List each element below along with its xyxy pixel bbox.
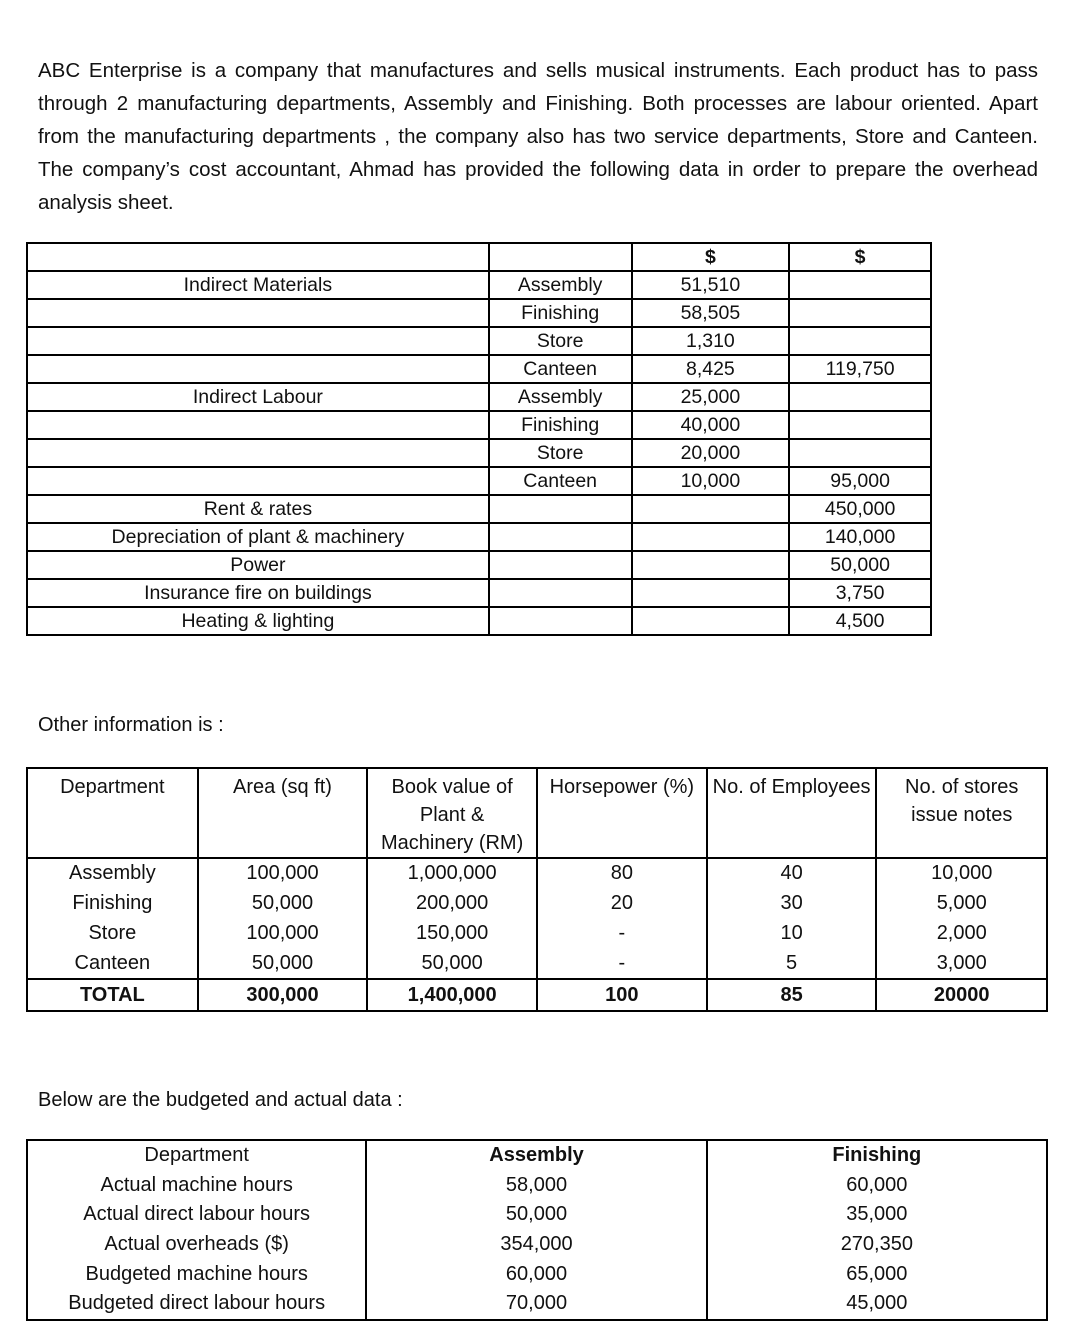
currency-header: $ xyxy=(632,243,790,271)
table-cell: Assembly xyxy=(27,858,198,889)
column-header: Department xyxy=(27,768,198,858)
table-cell: 5 xyxy=(707,948,877,979)
overhead-amount: 10,000 xyxy=(632,467,790,495)
overhead-amount xyxy=(632,523,790,551)
overhead-row xyxy=(27,607,931,635)
budget-cell: 35,000 xyxy=(707,1200,1047,1230)
budget-row xyxy=(27,1289,1047,1320)
column-header: No. of stores issue notes xyxy=(876,768,1047,858)
budget-cell: 65,000 xyxy=(707,1259,1047,1289)
table-cell: 40 xyxy=(707,858,877,889)
table-cell: 10,000 xyxy=(876,858,1047,889)
overhead-row xyxy=(27,467,931,495)
budget-row xyxy=(27,1171,1047,1201)
budget-cell: 60,000 xyxy=(707,1171,1047,1201)
table-cell: Store xyxy=(27,919,198,949)
total-cell: 85 xyxy=(707,979,877,1011)
table-row xyxy=(27,948,1047,979)
table-cell: - xyxy=(537,919,707,949)
overhead-item xyxy=(27,355,489,383)
total-cell: 100 xyxy=(537,979,707,1011)
overhead-dept xyxy=(489,579,632,607)
overhead-dept: Store xyxy=(489,327,632,355)
overhead-row xyxy=(27,299,931,327)
overhead-total: 50,000 xyxy=(789,551,931,579)
other-info-table xyxy=(26,767,1048,1012)
table-cell: 10 xyxy=(707,919,877,949)
overhead-item xyxy=(27,299,489,327)
overhead-dept xyxy=(489,495,632,523)
table-cell: 100,000 xyxy=(198,919,368,949)
table-row xyxy=(27,858,1047,889)
overhead-row xyxy=(27,579,931,607)
currency-header: $ xyxy=(789,243,931,271)
table-row xyxy=(27,919,1047,949)
budget-table xyxy=(26,1139,1048,1321)
table-cell: 200,000 xyxy=(367,889,537,919)
overhead-row xyxy=(27,271,931,299)
overhead-row xyxy=(27,383,931,411)
overhead-dept: Assembly xyxy=(489,271,632,299)
budget-cell: Actual direct labour hours xyxy=(27,1200,366,1230)
column-header: Horsepower (%) xyxy=(537,768,707,858)
budget-header-row xyxy=(27,1140,1047,1171)
total-cell: TOTAL xyxy=(27,979,198,1011)
table-cell: 100,000 xyxy=(198,858,368,889)
overhead-dept: Assembly xyxy=(489,383,632,411)
budget-cell: Budgeted direct labour hours xyxy=(27,1289,366,1320)
budget-cell: 50,000 xyxy=(366,1200,706,1230)
overhead-row xyxy=(27,327,931,355)
overhead-item xyxy=(27,243,489,271)
overhead-dept: Finishing xyxy=(489,411,632,439)
budget-header: Assembly xyxy=(366,1140,706,1171)
overhead-row xyxy=(27,495,931,523)
budget-header: Department xyxy=(27,1140,366,1171)
budget-cell: 354,000 xyxy=(366,1230,706,1260)
table-cell: 150,000 xyxy=(367,919,537,949)
overhead-row xyxy=(27,411,931,439)
overhead-amount: 51,510 xyxy=(632,271,790,299)
overhead-total xyxy=(789,411,931,439)
column-header: Area (sq ft) xyxy=(198,768,368,858)
table-cell: Canteen xyxy=(27,948,198,979)
table-cell: 50,000 xyxy=(198,889,368,919)
table-cell: 50,000 xyxy=(198,948,368,979)
budget-cell: 270,350 xyxy=(707,1230,1047,1260)
overhead-total: 3,750 xyxy=(789,579,931,607)
overhead-amount: 58,505 xyxy=(632,299,790,327)
overhead-item xyxy=(27,439,489,467)
overhead-dept xyxy=(489,243,632,271)
overhead-amount: 25,000 xyxy=(632,383,790,411)
overhead-item xyxy=(27,467,489,495)
table-cell: 30 xyxy=(707,889,877,919)
overhead-row xyxy=(27,439,931,467)
overhead-dept: Store xyxy=(489,439,632,467)
overhead-item: Indirect Labour xyxy=(27,383,489,411)
budget-label: Below are the budgeted and actual data : xyxy=(38,1089,403,1111)
column-header: No. of Employees xyxy=(707,768,877,858)
overhead-total xyxy=(789,299,931,327)
overhead-amount: 8,425 xyxy=(632,355,790,383)
overhead-amount xyxy=(632,495,790,523)
overhead-item: Indirect Materials xyxy=(27,271,489,299)
overhead-item: Rent & rates xyxy=(27,495,489,523)
table-cell: 1,000,000 xyxy=(367,858,537,889)
overhead-row xyxy=(27,523,931,551)
overhead-total xyxy=(789,383,931,411)
total-cell: 300,000 xyxy=(198,979,368,1011)
budget-cell: 60,000 xyxy=(366,1259,706,1289)
budget-cell: 45,000 xyxy=(707,1289,1047,1320)
total-row xyxy=(27,979,1047,1011)
overhead-item: Heating & lighting xyxy=(27,607,489,635)
overhead-total: 4,500 xyxy=(789,607,931,635)
overhead-dept: Finishing xyxy=(489,299,632,327)
column-header: Book value of Plant & Machinery (RM) xyxy=(367,768,537,858)
budget-cell: Budgeted machine hours xyxy=(27,1259,366,1289)
budget-row xyxy=(27,1230,1047,1260)
budget-cell: 58,000 xyxy=(366,1171,706,1201)
overhead-item: Power xyxy=(27,551,489,579)
overhead-total: 450,000 xyxy=(789,495,931,523)
table-cell: 80 xyxy=(537,858,707,889)
budget-row xyxy=(27,1259,1047,1289)
table-cell: 3,000 xyxy=(876,948,1047,979)
overhead-total: 95,000 xyxy=(789,467,931,495)
budget-header: Finishing xyxy=(707,1140,1047,1171)
overhead-item: Insurance fire on buildings xyxy=(27,579,489,607)
overhead-total xyxy=(789,327,931,355)
overhead-item xyxy=(27,327,489,355)
overhead-amount: 40,000 xyxy=(632,411,790,439)
overhead-dept xyxy=(489,523,632,551)
overhead-row xyxy=(27,551,931,579)
overhead-item: Depreciation of plant & machinery xyxy=(27,523,489,551)
overhead-total: 140,000 xyxy=(789,523,931,551)
table-cell: - xyxy=(537,948,707,979)
budget-row xyxy=(27,1200,1047,1230)
table-cell: 50,000 xyxy=(367,948,537,979)
total-cell: 20000 xyxy=(876,979,1047,1011)
table-cell: Finishing xyxy=(27,889,198,919)
overhead-total xyxy=(789,271,931,299)
overhead-table xyxy=(26,242,932,636)
intro-paragraph: ABC Enterprise is a company that manufactures and sells musical instruments. Each product has to pass through 2 manufacturing departments, Assembly and Finishing. Both processes are labour oriented. Apart from the manufacturing departments , the company also has two service departments, Store and Canteen. The company’s cost accountant, Ahmad has provided the following data in order to prepare the overhead analysis sheet. xyxy=(38,59,1038,214)
total-cell: 1,400,000 xyxy=(367,979,537,1011)
overhead-amount xyxy=(632,551,790,579)
other-info-label: Other information is : xyxy=(38,714,224,736)
overhead-dept xyxy=(489,551,632,579)
overhead-total: 119,750 xyxy=(789,355,931,383)
overhead-amount xyxy=(632,607,790,635)
budget-cell: 70,000 xyxy=(366,1289,706,1320)
overhead-item xyxy=(27,411,489,439)
overhead-dept: Canteen xyxy=(489,355,632,383)
table-cell: 2,000 xyxy=(876,919,1047,949)
overhead-total xyxy=(789,439,931,467)
budget-cell: Actual machine hours xyxy=(27,1171,366,1201)
overhead-amount: 1,310 xyxy=(632,327,790,355)
overhead-amount: 20,000 xyxy=(632,439,790,467)
table-cell: 5,000 xyxy=(876,889,1047,919)
overhead-dept: Canteen xyxy=(489,467,632,495)
budget-cell: Actual overheads ($) xyxy=(27,1230,366,1260)
overhead-row xyxy=(27,355,931,383)
overhead-amount xyxy=(632,579,790,607)
overhead-dept xyxy=(489,607,632,635)
overhead-row xyxy=(27,243,931,271)
table-cell: 20 xyxy=(537,889,707,919)
table-row xyxy=(27,889,1047,919)
